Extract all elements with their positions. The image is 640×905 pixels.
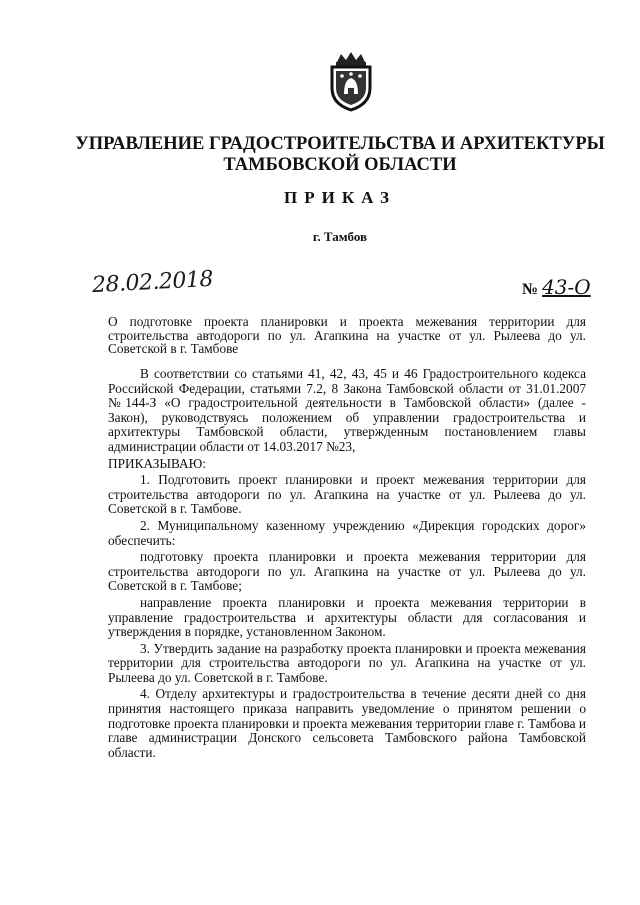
tambov-coat-of-arms-icon — [324, 50, 378, 112]
organization-line-2: ТАМБОВСКОЙ ОБЛАСТИ — [223, 155, 457, 175]
order-item: 3. Утвердить задание на разработку проекта планировки и проекта межевания территории для строительства автодороги по ул. Агапкина на участке от ул. Рылеева до ул. Советской в г. Тамбове. — [108, 640, 586, 685]
order-item: подготовку проекта планировки и проекта межевания территории для строительства автодороги по ул. Агапкина на участке от ул. Рылеева до ул. Советской в г. Тамбове; — [108, 549, 586, 594]
order-number — [522, 275, 591, 299]
document-type: ПРИКАЗ — [284, 188, 396, 207]
city: г. Тамбов — [312, 229, 368, 244]
order-body — [108, 367, 586, 762]
order-subject: О подготовке проекта планировки и проекта межевания территории для строительства автодороги по ул. Агапкина на участке от ул. Рылеева до ул. Советской в г. Тамбове — [108, 314, 586, 356]
order-item: направление проекта планировки и проекта межевания территории в управление градостроительства и архитектуры области для согласования и утверждения в порядке, установленном Законом. — [108, 594, 586, 640]
organization-title — [0, 134, 640, 176]
order-word: ПРИКАЗЫВАЮ: — [108, 455, 206, 471]
number-sign: № — [522, 281, 539, 298]
order-item: 1. Подготовить проект планировки и проект межевания территории для строительства автодороги по ул. Агапкина на участке от ул. Рылеева до ул. Советской в г. Тамбове. — [108, 472, 586, 517]
preamble: В соответствии со статьями 41, 42, 43, 45 и 46 Градостроительного кодекса Российской Федерации, статьями 7.2, 8 Закона Тамбовской области от 31.01.2007 №144-З «О градостроительной деятельности в Тамбовской области» (далее - Закон), руководствуясь положением об управлении градостроительства и архитектуры Тамбовской области, утвержденным постановлением главы администрации области от 14.03.2017 №23, — [108, 366, 586, 454]
order-item: 4. Отделу архитектуры и градостроительства в течение десяти дней со дня принятия настоящего приказа направить уведомление о принятом решении о подготовке проекта планировки и проекта межевания территории главе г. Тамбова и главе администрации Донского сельсовета Тамбовского района Тамбовской области. — [108, 686, 586, 760]
organization-line-1: УПРАВЛЕНИЕ ГРАДОСТРОИТЕЛЬСТВА И АРХИТЕКТУРЫ — [75, 134, 605, 154]
order-item: 2. Муниципальному казенному учреждению «Дирекция городских дорог» обеспечить: — [108, 517, 586, 548]
handwritten-number: 43-О — [542, 275, 591, 299]
handwritten-date: 28.02.2018 — [91, 266, 214, 299]
